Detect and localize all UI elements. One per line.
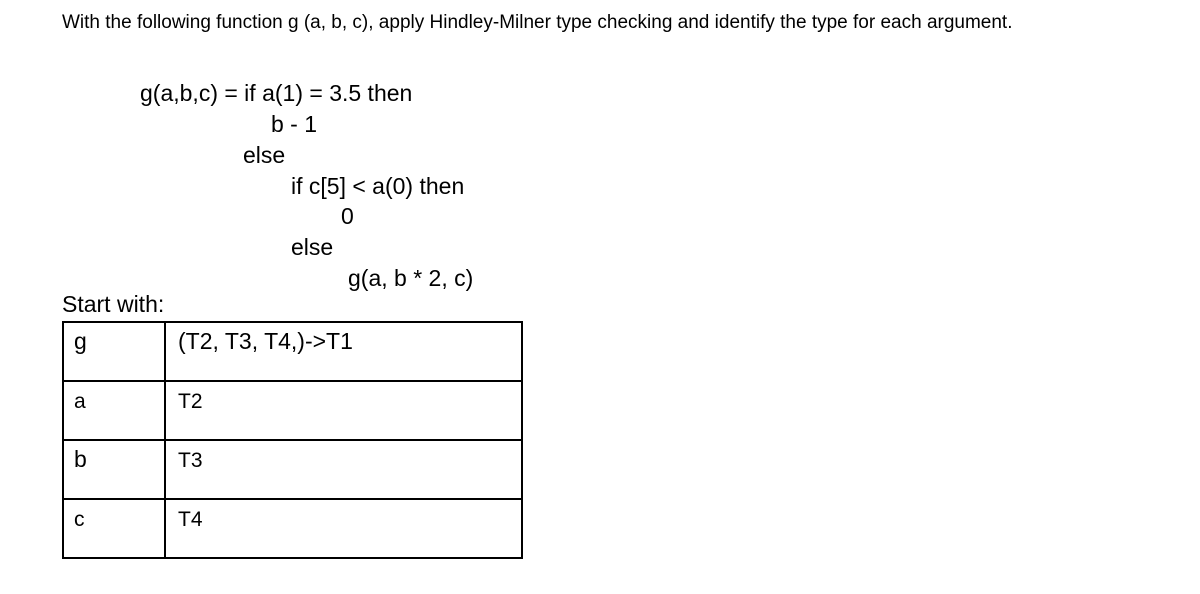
question-text: With the following function g (a, b, c), apply Hindley-Milner type checking and identify the type for each argument. (62, 12, 1013, 33)
code-line-7: g(a, b * 2, c) (348, 265, 474, 291)
table-cell-var (63, 322, 165, 381)
code-line-6: else (291, 234, 334, 260)
table-row (63, 499, 522, 558)
type-name: (T2, T3, T4,)->T1 (178, 328, 353, 354)
table-cell-var (63, 440, 165, 499)
type-table (62, 321, 523, 559)
code-line-1: g(a,b,c) = if a(1) = 3.5 then (140, 80, 413, 106)
code-line-3: else (243, 142, 286, 168)
table-row (63, 440, 522, 499)
var-name: c (74, 508, 85, 531)
table-cell-type (165, 322, 522, 381)
table-cell-type (165, 381, 522, 440)
table-cell-type (165, 499, 522, 558)
code-line-5: 0 (341, 203, 354, 229)
table-cell-var (63, 499, 165, 558)
table-row (63, 322, 522, 381)
type-name: T4 (178, 508, 203, 531)
type-name: T2 (178, 390, 203, 413)
var-name: a (74, 390, 86, 413)
table-cell-var (63, 381, 165, 440)
start-label: Start with: (62, 291, 165, 317)
type-name: T3 (178, 449, 203, 472)
table-cell-type (165, 440, 522, 499)
var-name: b (74, 446, 87, 472)
var-name: g (74, 328, 87, 354)
code-line-2: b - 1 (271, 111, 318, 137)
code-line-4: if c[5] < a(0) then (291, 173, 465, 199)
table-row (63, 381, 522, 440)
